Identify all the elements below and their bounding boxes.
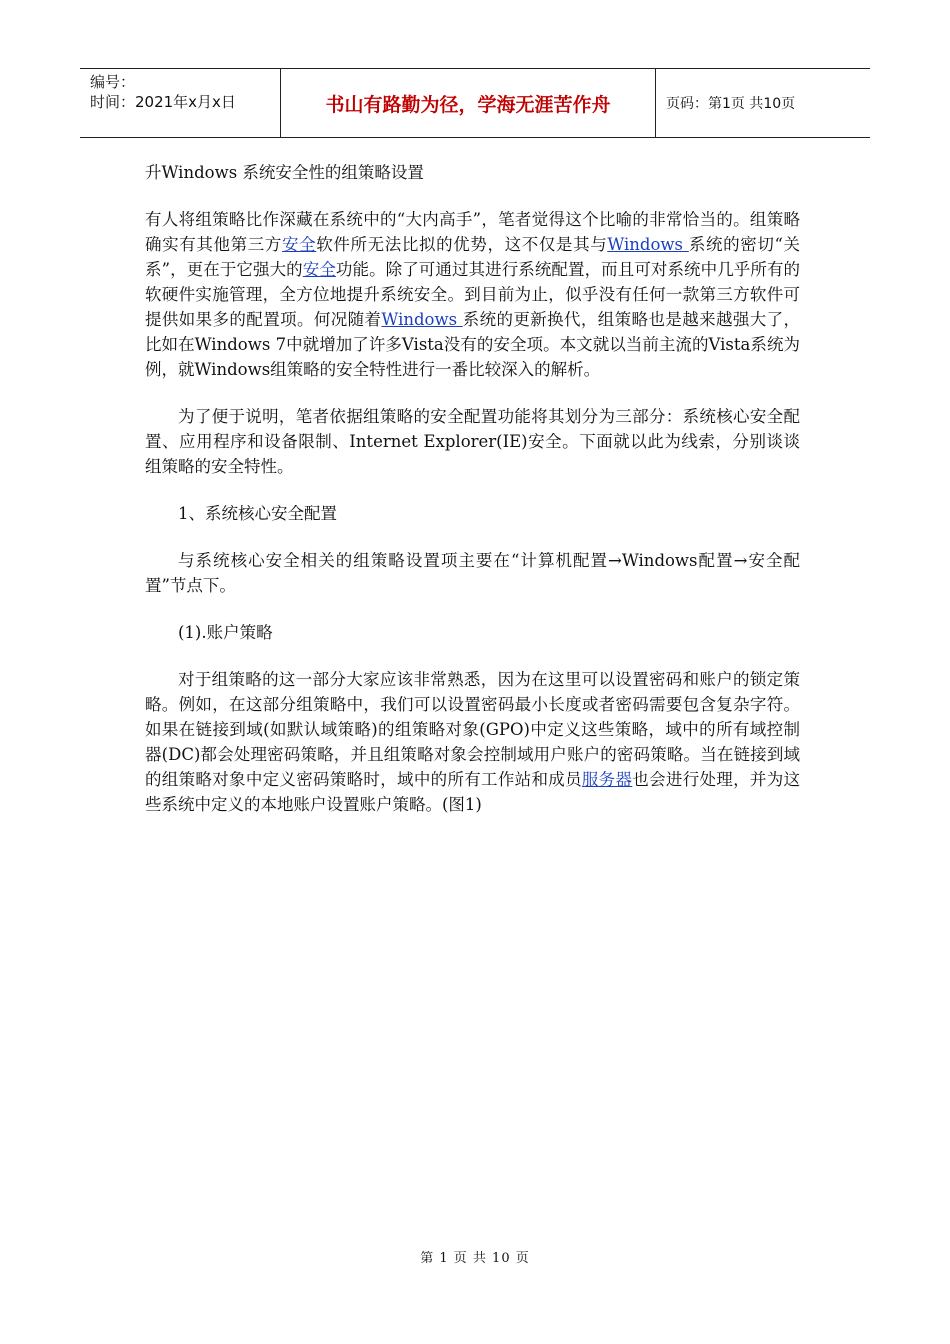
header-page-info: 页码：第1页 共10页 <box>666 96 796 112</box>
paragraph-2: 为了便于说明，笔者依据组策略的安全配置功能将其划分为三部分：系统核心安全配置、应用程序和设备限制、Internet Explorer(IE)安全。下面就以此为线索，分别谈谈组策略的安全特性。 <box>145 407 800 476</box>
link-server[interactable]: 服务器 <box>581 770 633 789</box>
link-windows-2[interactable]: Windows <box>381 310 463 329</box>
subsection-heading-account-policy: (1).账户策略 <box>178 623 273 642</box>
paragraph-6 <box>145 667 800 817</box>
header-meta <box>80 69 280 137</box>
text-run: 软件所无法比拟的优势，这不仅是其与 <box>316 235 608 254</box>
text-run: 系统的密切“关系”，更在于它强大的 <box>145 235 801 279</box>
paragraph-1 <box>145 207 800 382</box>
article-body <box>145 160 800 839</box>
page-header <box>80 68 870 138</box>
text-run: 对于组策略的这一部分大家应该非常熟悉，因为在这里可以设置密码和账户的锁定策略。例如，在这部分组策略中，我们可以设置密码最小长度或者密码需要包含复杂字符。如果在链接到域(如默认域策略)的组策略对象(GPO)中定义这些策略，域中的所有域控制器(DC)都会处理密码策略，并且组策略对象会控制域用户账户的密码策略。当在链接到域的组策略对象中定义密码策略时，域中的所有工作站和成员 <box>145 670 800 789</box>
section-heading-1: 1、系统核心安全配置 <box>178 504 337 523</box>
paragraph-4: 与系统核心安全相关的组策略设置项主要在“计算机配置→Windows配置→安全配置”节点下。 <box>145 551 800 595</box>
article-title: 升Windows 系统安全性的组策略设置 <box>145 163 424 182</box>
document-date: 时间：2021年x月x日 <box>90 93 236 111</box>
link-security-2[interactable]: 安全 <box>302 260 336 279</box>
link-security[interactable]: 安全 <box>281 235 317 254</box>
text-run: 也会进行处理，并为这些系统中定义的本地账户设置账户策略。(图1) <box>145 770 801 814</box>
document-number: 编号： <box>90 73 136 91</box>
header-motto: 书山有路勤为径，学海无涯苦作舟 <box>280 69 656 137</box>
link-windows[interactable]: Windows <box>607 235 689 254</box>
text-run: 系统的更新换代，组策略也是越来越强大了，比如在Windows 7中就增加了许多Vista没有的安全项。本文就以当前主流的Vista系统为例，就Windows组策略的安全特性进行一番比较深入的解析。 <box>145 310 801 379</box>
page-footer: 第 1 页 共 10 页 <box>420 1251 530 1266</box>
text-run: 有人将组策略比作深藏在系统中的“大内高手”，笔者觉得这个比喻的非常恰当的。组策略确实有其他第三方 <box>145 210 800 254</box>
text-run: 功能。除了可通过其进行系统配置，而且可对系统中几乎所有的软硬件实施管理，全方位地提升系统安全。到目前为止，似乎没有任何一款第三方软件可提供如果多的配置项。何况随着 <box>145 260 801 329</box>
